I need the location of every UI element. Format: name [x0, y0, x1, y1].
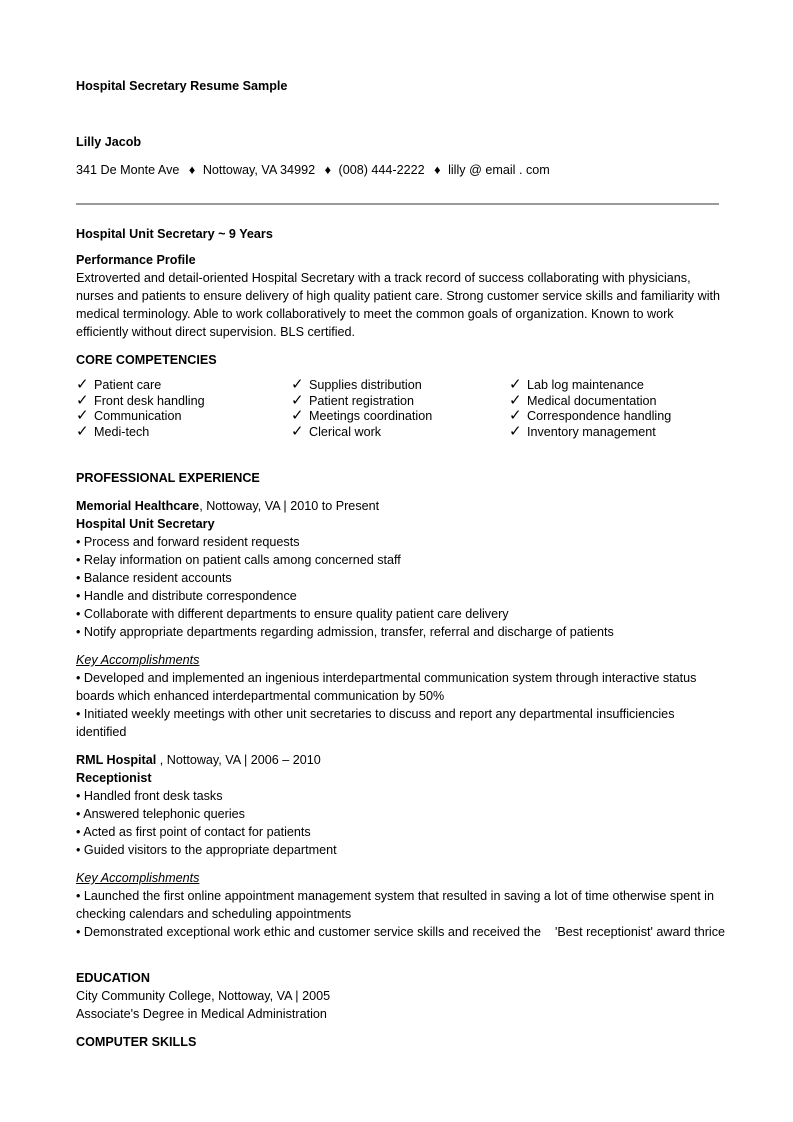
- document-title: Hospital Secretary Resume Sample: [76, 79, 288, 93]
- employer-name: Memorial Healthcare: [76, 499, 200, 513]
- profile-text: Extroverted and detail-oriented Hospital Secretary with a track record of success collaborating with physicians, nurses and patients to ensure delivery of high quality patient care. Strong customer service skills and familiarity with medical terminology. Able to work collaboratively to meet the common goals of organization. Known to work efficiently without direct supervision. BLS certified.: [76, 271, 720, 339]
- duty-item: • Collaborate with different departments to ensure quality patient care delivery: [76, 607, 509, 621]
- candidate-name: Lilly Jacob: [76, 135, 142, 149]
- check-icon: ✓: [291, 376, 304, 393]
- competency-item: ✓ Lab log maintenance: [509, 376, 644, 393]
- job-title: Receptionist: [76, 771, 152, 785]
- city: Nottoway, VA 34992: [202, 163, 316, 177]
- profile-heading: Performance Profile: [76, 253, 196, 267]
- experience-heading: PROFESSIONAL EXPERIENCE: [76, 471, 260, 485]
- competency-item: ✓ Medi-tech: [76, 422, 150, 440]
- competency-item: ✓ Front desk handling: [76, 391, 205, 409]
- check-icon: ✓: [509, 376, 522, 393]
- check-icon: ✓: [76, 391, 89, 409]
- duty-item: • Process and forward resident requests: [76, 535, 300, 549]
- competencies-heading: CORE COMPETENCIES: [76, 353, 217, 367]
- competencies-column-1: [76, 377, 205, 439]
- check-icon: ✓: [76, 407, 89, 424]
- check-icon: ✓: [76, 422, 89, 440]
- duty-item: • Acted as first point of contact for patients: [76, 825, 311, 839]
- competency-item: ✓ Patient care: [76, 376, 162, 393]
- education-degree: Associate's Degree in Medical Administration: [76, 1007, 327, 1021]
- duty-item: • Answered telephonic queries: [76, 807, 245, 821]
- check-icon: ✓: [291, 422, 304, 440]
- competency-item: ✓ Inventory management: [509, 422, 656, 440]
- duty-item: • Relay information on patient calls among concerned staff: [76, 553, 401, 567]
- competency-item: ✓ Correspondence handling: [509, 407, 672, 424]
- accomplishments-heading: Key Accomplishments: [76, 653, 200, 667]
- job-memorial-healthcare: [76, 497, 726, 641]
- education-heading: EDUCATION: [76, 971, 150, 985]
- duty-item: • Notify appropriate departments regarding admission, transfer, referral and discharge of patients: [76, 625, 614, 639]
- employer-details: , Nottoway, VA | 2010 to Present: [199, 499, 380, 513]
- accomplishments-heading: Key Accomplishments: [76, 871, 200, 885]
- check-icon: ✓: [76, 376, 89, 393]
- email: lilly @ email . com: [448, 163, 550, 177]
- duty-item: • Handle and distribute correspondence: [76, 589, 297, 603]
- competency-item: ✓ Clerical work: [291, 422, 382, 440]
- horizontal-divider: [76, 203, 719, 205]
- address: 341 De Monte Ave: [76, 163, 180, 177]
- accomplishment-item: • Initiated weekly meetings with other unit secretaries to discuss and report any departmental insufficiencies identified: [76, 707, 675, 739]
- accomplishment-item: • Launched the first online appointment management system that resulted in saving a lot of time otherwise spent in checking calendars and scheduling appointments: [76, 889, 714, 921]
- job-header: [76, 497, 726, 515]
- competency-item: ✓ Meetings coordination: [291, 407, 433, 424]
- separator-diamond: ♦: [188, 163, 196, 177]
- job-title: Hospital Unit Secretary: [76, 517, 215, 531]
- duty-item: • Balance resident accounts: [76, 571, 232, 585]
- contact-line: [76, 161, 550, 179]
- competency-item: ✓ Medical documentation: [509, 391, 657, 409]
- check-icon: ✓: [291, 407, 304, 424]
- headline: Hospital Unit Secretary ~ 9 Years: [76, 227, 273, 241]
- phone: (008) 444-2222: [338, 163, 425, 177]
- job1-accomplishments: [76, 651, 726, 741]
- competency-item: ✓ Supplies distribution: [291, 376, 422, 393]
- education-school: City Community College, Nottoway, VA | 2005: [76, 989, 331, 1003]
- accomplishment-item: • Demonstrated exceptional work ethic and customer service skills and received the 'Best receptionist' award thrice: [76, 925, 725, 939]
- competencies-column-3: [509, 377, 671, 439]
- separator-diamond: ♦: [324, 163, 332, 177]
- employer-details: , Nottoway, VA | 2006 – 2010: [156, 753, 321, 767]
- job2-accomplishments: [76, 869, 726, 941]
- check-icon: ✓: [509, 422, 522, 440]
- check-icon: ✓: [291, 391, 304, 409]
- employer-name: RML Hospital: [76, 753, 157, 767]
- competency-item: ✓ Patient registration: [291, 391, 415, 409]
- separator-diamond: ♦: [434, 163, 441, 177]
- check-icon: ✓: [509, 407, 522, 424]
- competencies-column-2: [291, 377, 432, 439]
- education-section: [76, 969, 726, 1023]
- duty-item: • Handled front desk tasks: [76, 789, 223, 803]
- accomplishment-item: • Developed and implemented an ingenious interdepartmental communication system through interactive status boards which enhanced interdepartmental communication by 50%: [76, 671, 697, 703]
- computer-skills-heading: COMPUTER SKILLS: [76, 1035, 197, 1049]
- duty-item: • Guided visitors to the appropriate department: [76, 843, 337, 857]
- job-header: [76, 751, 726, 769]
- job-rml-hospital: [76, 751, 726, 859]
- check-icon: ✓: [509, 391, 522, 409]
- competency-item: ✓ Communication: [76, 407, 182, 424]
